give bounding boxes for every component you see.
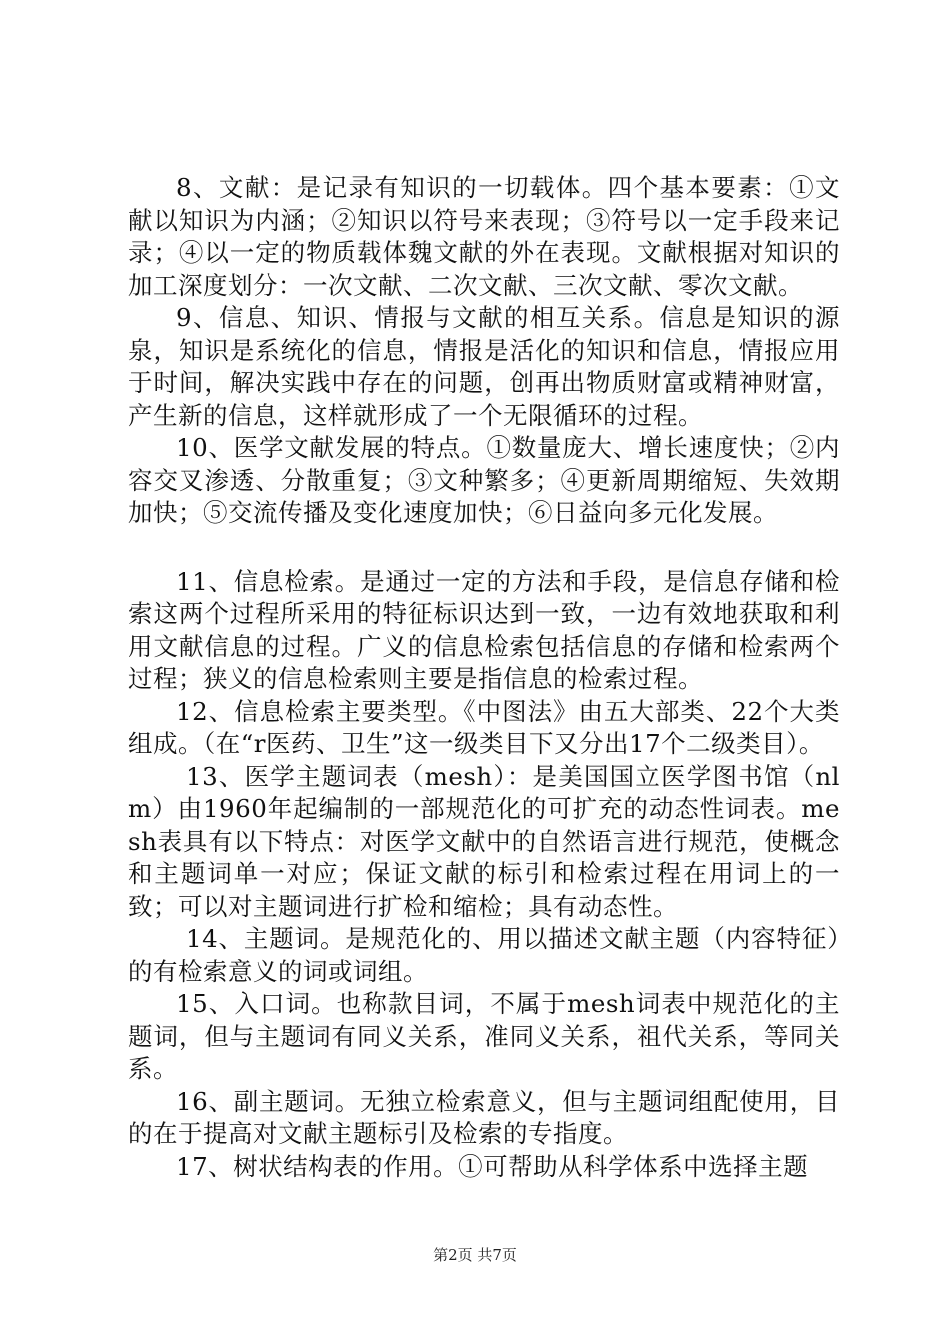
paragraph-11: 11、信息检索。是通过一定的方法和手段，是信息存储和检索这两个过程所采用的特征标识达到一致，一边有效地获取和利用文献信息的过程。广义的信息检索包括信息的存储和检索两个过程；狭义的信息检索则主要是指信息的检索过程。 xyxy=(128,566,840,693)
paragraph-13: 13、医学主题词表（mesh）：是美国国立医学图书馆（nlm）由1960年起编制的一部规范化的可扩充的动态性词表。mesh表具有以下特点：对医学文献中的自然语言进行规范，使概念和主题词单一对应；保证文献的标引和检索过程在用词上的一致；可以对主题词进行扩检和缩检；具有动态性。 xyxy=(128,761,840,921)
paragraph-16: 16、副主题词。无独立检索意义，但与主题词组配使用，目的在于提高对文献主题标引及检索的专指度。 xyxy=(128,1086,840,1148)
paragraph-17: 17、树状结构表的作用。①可帮助从科学体系中选择主题 xyxy=(176,1151,809,1181)
paragraph-8: 8、文献：是记录有知识的一切载体。四个基本要素：①文献以知识为内涵；②知识以符号来表现；③符号以一定手段来记录；④以一定的物质载体魏文献的外在表现。文献根据对知识的加工深度划分：一次文献、二次文献、三次文献、零次文献。 xyxy=(128,173,840,300)
paragraph-12: 12、信息检索主要类型。《中图法》由五大部类、22个大类组成。（在“r医药、卫生”这一级类目下又分出17个二级类目）。 xyxy=(128,696,840,758)
page-number-footer: 第2页 共7页 xyxy=(433,1246,517,1264)
paragraph-9: 9、信息、知识、情报与文献的相互关系。信息是知识的源泉，知识是系统化的信息，情报是活化的知识和信息，情报应用于时间，解决实践中存在的问题，创再出物质财富或精神财富，产生新的信息，这样就形成了一个无限循环的过程。 xyxy=(128,303,840,430)
document-body xyxy=(128,172,840,1183)
paragraph-10: 10、医学文献发展的特点。①数量庞大、增长速度快；②内容交叉渗透、分散重复；③文种繁多；④更新周期缩短、失效期加快；⑤交流传播及变化速度加快；⑥日益向多元化发展。 xyxy=(128,433,840,527)
paragraph-14: 14、主题词。是规范化的、用以描述文献主题（内容特征）的有检索意义的词或词组。 xyxy=(128,924,840,986)
paragraph-15: 15、入口词。也称款目词，不属于mesh词表中规范化的主题词，但与主题词有同义关系，准同义关系，祖代关系，等同关系。 xyxy=(128,989,840,1083)
